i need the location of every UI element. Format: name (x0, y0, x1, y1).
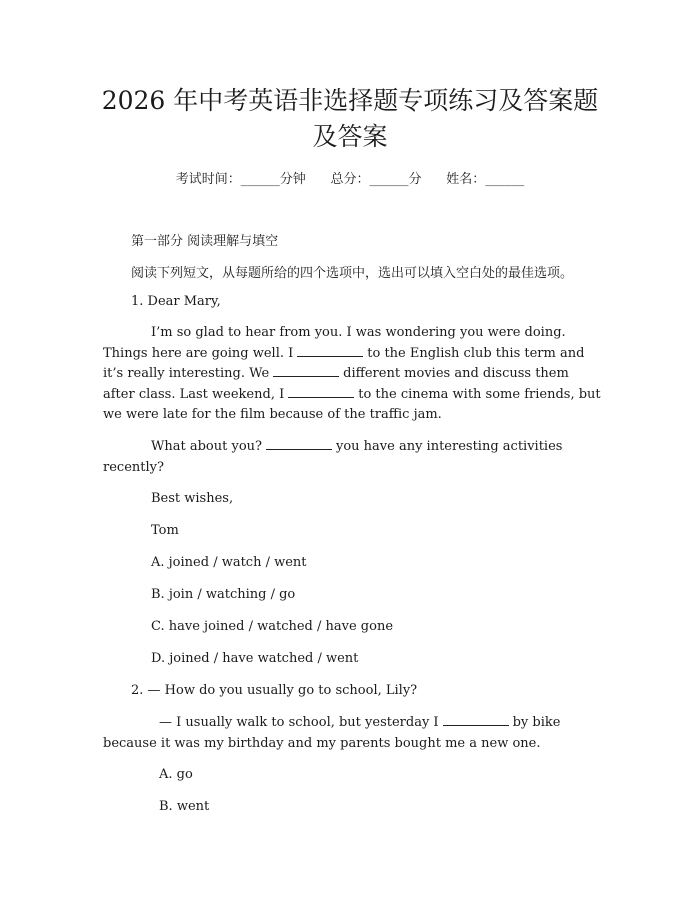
question-1-passage-2 (103, 437, 603, 478)
q2-option-b: B. went (159, 799, 210, 814)
passage-text: to the English club this term and it’s really interesting. We (103, 345, 585, 381)
question-2-answer (103, 713, 603, 754)
letter-closing: Best wishes, (151, 491, 234, 506)
passage-text: different movies and discuss them after class. Last weekend, I (103, 366, 569, 402)
passage-text: to the cinema with some friends, but we were late for the film because of the traffic jam. (103, 386, 601, 422)
question-1-heading: 1. Dear Mary, (131, 294, 221, 309)
q2-option-a: A. go (159, 767, 193, 782)
letter-signature: Tom (151, 523, 179, 538)
document-title-line-1: 2026 年中考英语非选择题专项练习及答案题 (101, 86, 599, 115)
passage-text: What about you? (151, 439, 262, 454)
passage-text: by bike because it was my birthday and my parents bought me a new one. (103, 715, 561, 751)
answer-blank (273, 366, 339, 377)
answer-blank (297, 346, 363, 357)
answer-blank (288, 387, 354, 398)
answer-blank (443, 715, 509, 726)
exam-info-line: 考试时间：______分钟 总分：______分 姓名：______ (175, 172, 525, 187)
option-a: A. joined / watch / went (151, 555, 307, 570)
option-c: C. have joined / watched / have gone (151, 619, 394, 634)
question-2-prompt: 2. — How do you usually go to school, Lily? (131, 683, 418, 698)
instructions: 阅读下列短文，从每题所给的四个选项中，选出可以填入空白处的最佳选项。 (131, 266, 574, 281)
option-d: D. joined / have watched / went (151, 651, 359, 666)
document-title-line-2: 及答案 (312, 122, 388, 151)
passage-text: I’m so glad to hear from you. I was wondering you were doing. Things here are going well. I (103, 325, 566, 361)
passage-text: — I usually walk to school, but yesterday I (159, 715, 439, 730)
section-title: 第一部分 阅读理解与填空 (131, 234, 279, 249)
answer-blank (266, 439, 332, 450)
question-1-passage (103, 323, 603, 426)
passage-text: you have any interesting activities recently? (103, 439, 563, 475)
option-b: B. join / watching / go (151, 587, 296, 602)
